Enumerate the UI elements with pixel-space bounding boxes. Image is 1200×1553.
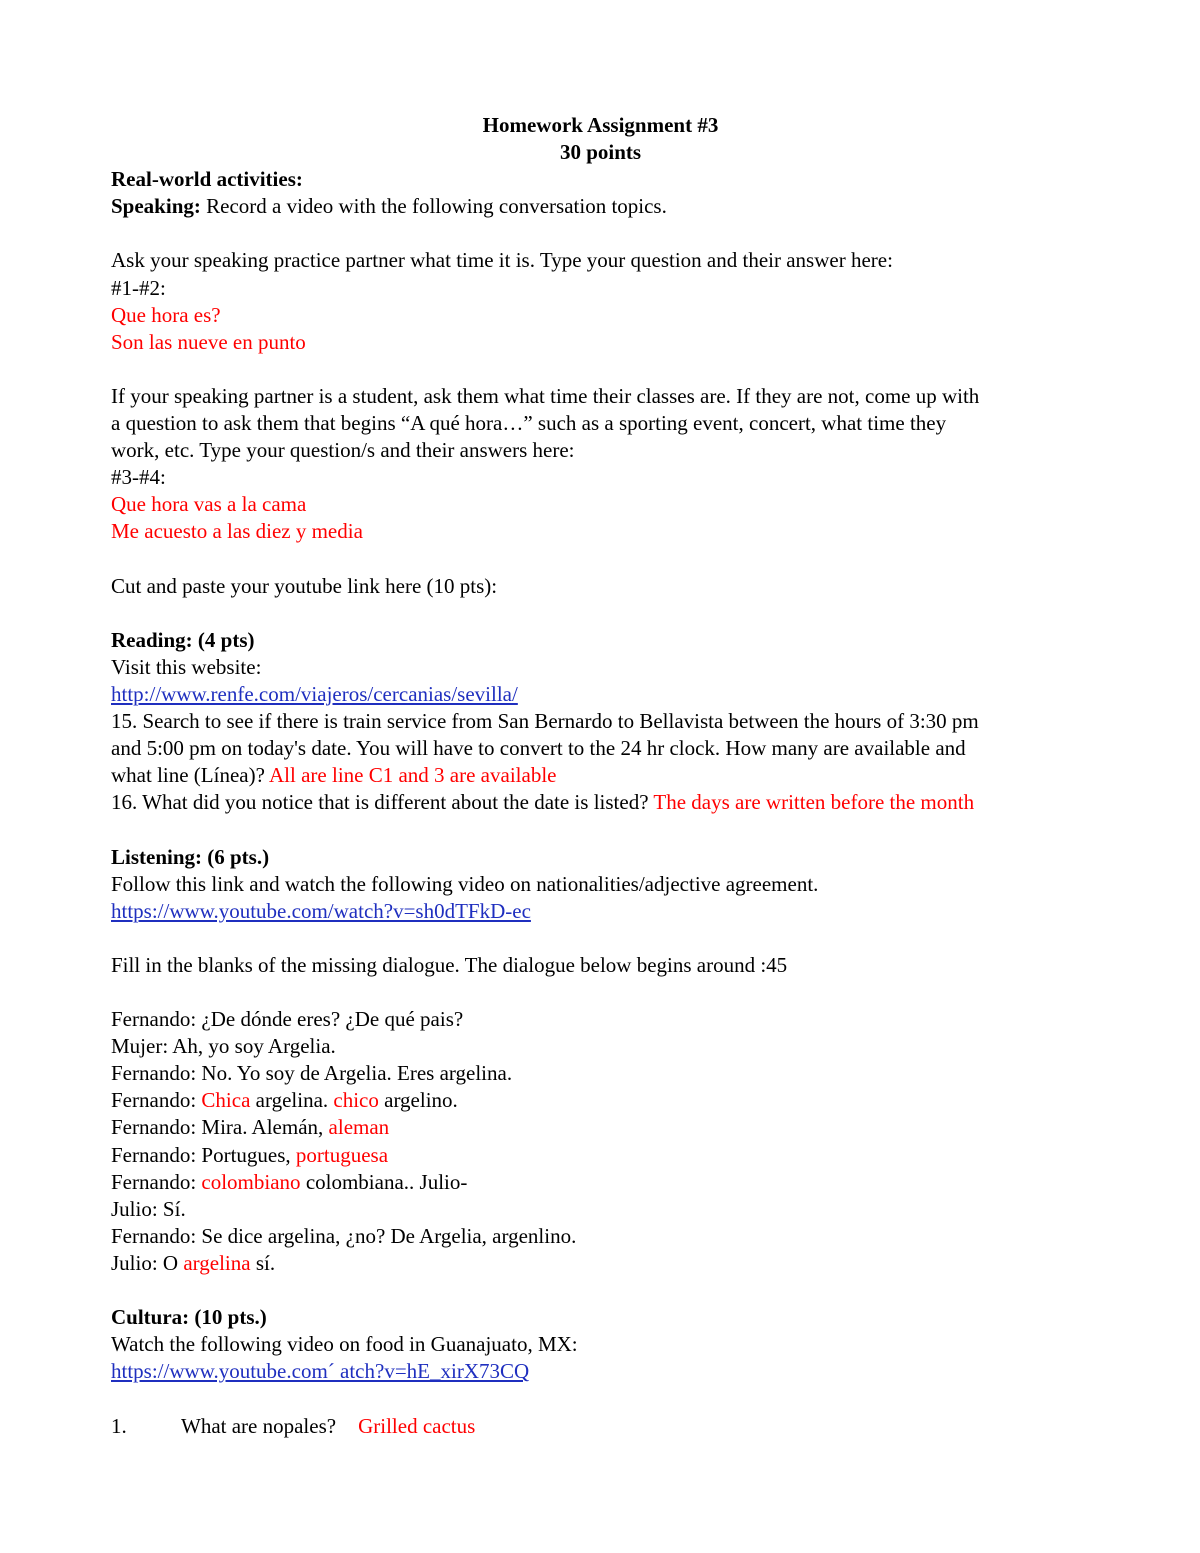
question-3-prompt-line-1: If your speaking partner is a student, ask them what time their classes are. If they are not, come up with bbox=[111, 383, 980, 408]
dialogue-text: Fernando: Mira. Alemán, bbox=[111, 1115, 329, 1140]
cultura-instruction: Watch the following video on food in Guanajuato, MX: bbox=[111, 1332, 578, 1357]
question-number: 1. bbox=[111, 1413, 127, 1438]
listening-video-link[interactable]: https://www.youtube.com/watch?v=sh0dTFkD-ec bbox=[111, 898, 531, 923]
answer-4: Me acuesto a las diez y media bbox=[111, 519, 363, 544]
dialogue-line: Fernando: No. Yo soy de Argelia. Eres argelina. bbox=[111, 1061, 513, 1086]
answer-3: Que hora vas a la cama bbox=[111, 492, 307, 517]
question-1-label: #1-#2: bbox=[111, 275, 166, 300]
section-heading-realworld: Real-world activities: bbox=[111, 167, 303, 192]
dialogue-answer: argelina bbox=[183, 1250, 251, 1275]
cultura-question-1 bbox=[111, 1413, 1090, 1440]
cultura-answer-1: Grilled cactus bbox=[358, 1413, 476, 1438]
page-title: Homework Assignment #3 bbox=[482, 113, 719, 137]
answer-16: The days are written before the month bbox=[653, 790, 975, 815]
question-15-line-3 bbox=[111, 762, 1090, 789]
fill-in-instruction: Fill in the blanks of the missing dialogue. The dialogue below begins around :45 bbox=[111, 952, 788, 977]
question-3-prompt-line-3: work, etc. Type your question/s and their answers here: bbox=[111, 438, 575, 463]
dialogue-text: argelino. bbox=[378, 1088, 458, 1113]
dialogue-text: Fernando: bbox=[111, 1169, 202, 1194]
spacer bbox=[111, 979, 1090, 1006]
spacer bbox=[111, 1277, 1090, 1304]
answer-1: Que hora es? bbox=[111, 302, 221, 327]
spacer bbox=[111, 925, 1090, 952]
dialogue-line: Julio: Sí. bbox=[111, 1196, 186, 1221]
dialogue-line: Mujer: Ah, yo soy Argelia. bbox=[111, 1034, 336, 1059]
spacer bbox=[111, 600, 1090, 627]
section-heading-cultura: Cultura: (10 pts.) bbox=[111, 1305, 267, 1330]
question-16-text: 16. What did you notice that is different about the date is listed? bbox=[111, 790, 654, 815]
question-15-text: what line (Línea)? bbox=[111, 763, 270, 788]
dialogue-text: Fernando: bbox=[111, 1088, 202, 1113]
cultura-video-link[interactable]: https://www.youtube.com´ atch?v=hE_xirX73CQ bbox=[111, 1359, 530, 1384]
question-15-line-1: 15. Search to see if there is train service from San Bernardo to Bellavista between the hours of 3:30 pm bbox=[111, 709, 979, 734]
question-3-label: #3-#4: bbox=[111, 465, 166, 490]
dialogue-text: Fernando: Portugues, bbox=[111, 1142, 296, 1167]
listening-instruction: Follow this link and watch the following video on nationalities/adjective agreement. bbox=[111, 871, 819, 896]
dialogue-line bbox=[111, 1169, 1090, 1196]
answer-2: Son las nueve en punto bbox=[111, 329, 306, 354]
spacer bbox=[111, 1385, 1090, 1412]
dialogue-answer: chico bbox=[333, 1088, 379, 1113]
spacer bbox=[111, 220, 1090, 247]
question-1-prompt: Ask your speaking practice partner what time it is. Type your question and their answer here: bbox=[111, 248, 893, 273]
answer-15: All are line C1 and 3 are available bbox=[269, 763, 557, 788]
dialogue-line bbox=[111, 1142, 1090, 1169]
dialogue-line bbox=[111, 1114, 1090, 1141]
dialogue-answer: colombiano bbox=[201, 1169, 301, 1194]
renfe-link[interactable]: http://www.renfe.com/viajeros/cercanias/sevilla/ bbox=[111, 681, 518, 706]
spacer bbox=[111, 816, 1090, 843]
speaking-instruction bbox=[111, 193, 1090, 220]
section-heading-listening: Listening: (6 pts.) bbox=[111, 844, 270, 869]
dialogue-text: argelina. bbox=[250, 1088, 334, 1113]
dialogue-text: sí. bbox=[250, 1250, 276, 1275]
dialogue-line bbox=[111, 1087, 1090, 1114]
question-3-prompt-line-2: a question to ask them that begins “A qué hora…” such as a sporting event, concert, what time they bbox=[111, 411, 947, 436]
dialogue-text: Julio: O bbox=[111, 1250, 184, 1275]
question-16 bbox=[111, 789, 1090, 816]
speaking-label: Speaking: bbox=[111, 194, 201, 219]
reading-visit-text: Visit this website: bbox=[111, 654, 262, 679]
spacer bbox=[111, 356, 1090, 383]
dialogue-text: colombiana.. Julio- bbox=[300, 1169, 468, 1194]
total-points: 30 points bbox=[559, 140, 642, 165]
section-heading-reading: Reading: (4 pts) bbox=[111, 627, 255, 652]
dialogue-line bbox=[111, 1250, 1090, 1277]
spacer bbox=[111, 546, 1090, 573]
youtube-link-prompt: Cut and paste your youtube link here (10 pts): bbox=[111, 573, 498, 598]
dialogue-answer: portuguesa bbox=[295, 1142, 389, 1167]
dialogue-line: Fernando: ¿De dónde eres? ¿De qué pais? bbox=[111, 1007, 464, 1032]
dialogue-line: Fernando: Se dice argelina, ¿no? De Argelia, argenlino. bbox=[111, 1223, 577, 1248]
speaking-text: Record a video with the following conversation topics. bbox=[200, 194, 667, 219]
question-text: What are nopales? bbox=[181, 1413, 337, 1438]
dialogue-answer: Chica bbox=[201, 1088, 251, 1113]
question-15-line-2: and 5:00 pm on today's date. You will have to convert to the 24 hr clock. How many are available and bbox=[111, 736, 966, 761]
dialogue-answer: aleman bbox=[328, 1115, 390, 1140]
